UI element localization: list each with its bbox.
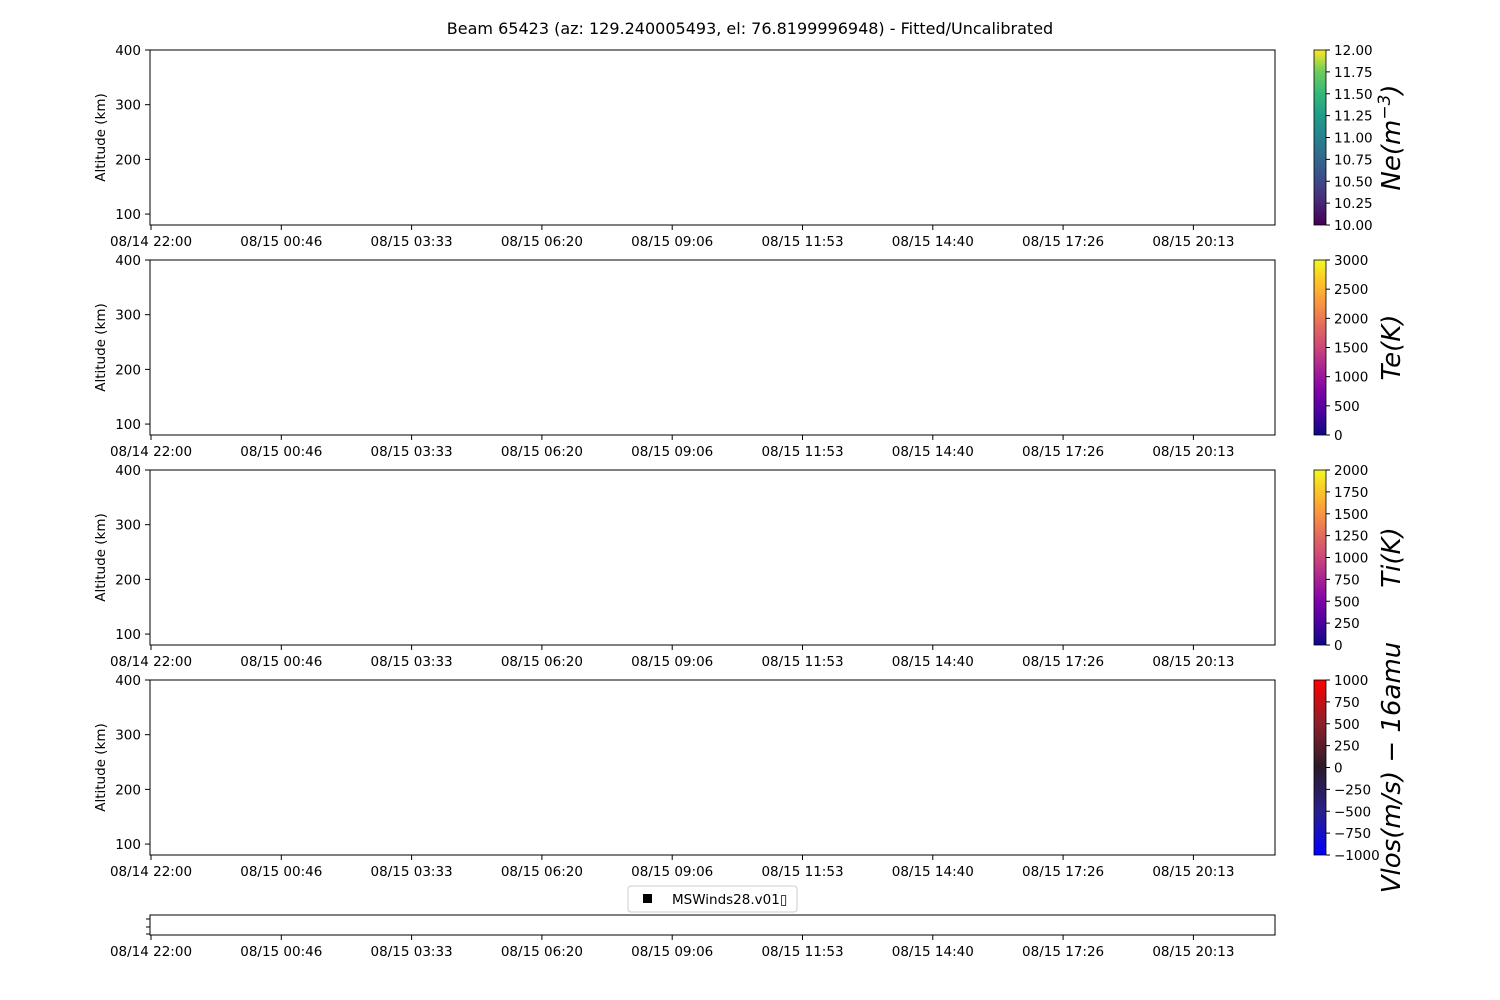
panel-3 — [93, 463, 1407, 670]
colorbar-tick-label: −500 — [1334, 804, 1372, 821]
y-axis-label: Altitude (km) — [93, 303, 109, 392]
colorbar-tick-label: 500 — [1334, 398, 1360, 415]
colorbar — [1314, 260, 1326, 435]
colorbar-tick-label: 250 — [1334, 738, 1360, 755]
panel-xtick-label: 08/15 03:33 — [370, 864, 453, 880]
ytick-label: 200 — [115, 782, 141, 799]
colorbar-tick-label: 0 — [1334, 760, 1343, 777]
colorbar-tick-label: 1750 — [1334, 484, 1369, 501]
ytick-label: 400 — [115, 463, 141, 479]
colorbar-tick-label: 10.75 — [1334, 152, 1373, 169]
panel-2 — [93, 253, 1407, 460]
time-strip-xtick-label: 08/15 17:26 — [1022, 944, 1105, 960]
colorbar — [1314, 470, 1326, 645]
y-axis-label: Altitude (km) — [93, 513, 109, 602]
ytick-label: 200 — [115, 362, 141, 379]
plot-area — [150, 470, 1275, 645]
time-strip-xtick-label: 08/15 20:13 — [1152, 944, 1235, 960]
panel-xtick-label: 08/15 11:53 — [761, 444, 844, 460]
colorbar-tick-label: 750 — [1334, 572, 1360, 589]
panel-xtick-label: 08/15 06:20 — [500, 654, 583, 670]
ytick-label: 300 — [115, 517, 141, 534]
plot-area — [150, 50, 1275, 225]
plot-area — [150, 680, 1275, 855]
ytick-label: 300 — [115, 97, 141, 114]
panel-xtick-label: 08/15 09:06 — [631, 654, 714, 670]
colorbar-tick-label: 2000 — [1334, 311, 1369, 328]
panel-xtick-label: 08/15 14:40 — [891, 234, 974, 250]
colorbar-tick-label: 10.00 — [1334, 218, 1373, 234]
colorbar-tick-label: 500 — [1334, 716, 1360, 733]
ytick-label: 300 — [115, 307, 141, 324]
panel-xtick-label: 08/15 11:53 — [761, 864, 844, 880]
panel-xtick-label: 08/14 22:00 — [109, 864, 193, 880]
colorbar-tick-label: 1000 — [1334, 673, 1369, 689]
panel-xtick-label: 08/15 17:26 — [1022, 654, 1105, 670]
panel-xtick-label: 08/15 06:20 — [500, 234, 583, 250]
time-strip-xtick-label: 08/15 11:53 — [761, 944, 844, 960]
colorbar-tick-label: −750 — [1334, 826, 1372, 843]
panel-xtick-label: 08/15 20:13 — [1152, 864, 1235, 880]
colorbar-tick-label: 1000 — [1334, 369, 1369, 386]
panel-4 — [93, 642, 1407, 894]
colorbar-tick-label: −250 — [1334, 782, 1372, 799]
panel-xtick-label: 08/15 00:46 — [240, 864, 323, 880]
panel-xtick-label: 08/15 00:46 — [240, 444, 323, 460]
panel-xtick-label: 08/15 00:46 — [240, 234, 323, 250]
chart-title: Beam 65423 (az: 129.240005493, el: 76.8199996948) - Fitted/Uncalibrated — [446, 19, 1054, 38]
colorbar-tick-label: 10.25 — [1334, 196, 1373, 213]
panel-xtick-label: 08/15 03:33 — [370, 234, 453, 250]
time-strip-xtick-label: 08/15 14:40 — [891, 944, 974, 960]
panel-xtick-label: 08/15 14:40 — [891, 654, 974, 670]
time-strip-xtick-label: 08/15 03:33 — [370, 944, 453, 960]
colorbar-label: $Ne(m^{-3})$ — [1375, 84, 1407, 191]
colorbar-tick-label: 2000 — [1334, 463, 1369, 479]
ytick-label: 300 — [115, 727, 141, 744]
ytick-label: 100 — [115, 417, 141, 434]
time-strip-xtick-label: 08/15 09:06 — [631, 944, 714, 960]
colorbar-tick-label: 11.25 — [1334, 108, 1373, 125]
panel-xtick-label: 08/14 22:00 — [109, 444, 193, 460]
panel-xtick-label: 08/15 06:20 — [500, 864, 583, 880]
colorbar-tick-label: 750 — [1334, 694, 1360, 711]
ytick-label: 100 — [115, 837, 141, 854]
colorbar-tick-label: 1250 — [1334, 528, 1369, 545]
y-axis-label: Altitude (km) — [93, 93, 109, 182]
panel-xtick-label: 08/15 03:33 — [370, 444, 453, 460]
panel-xtick-label: 08/15 00:46 — [240, 654, 323, 670]
panel-xtick-label: 08/14 22:00 — [109, 654, 193, 670]
colorbar-tick-label: 10.50 — [1334, 174, 1373, 191]
panel-xtick-label: 08/15 11:53 — [761, 234, 844, 250]
colorbar-tick-label: 1000 — [1334, 550, 1369, 567]
panel-xtick-label: 08/15 14:40 — [891, 864, 974, 880]
colorbar-label: Vlos(m/s) − 16amu — [1377, 641, 1407, 894]
panel-xtick-label: 08/15 09:06 — [631, 864, 714, 880]
panel-xtick-label: 08/15 20:13 — [1152, 654, 1235, 670]
panel-xtick-label: 08/15 14:40 — [891, 444, 974, 460]
plot-area — [150, 260, 1275, 435]
colorbar-tick-label: 250 — [1334, 616, 1360, 633]
colorbar — [1314, 680, 1326, 855]
colorbar-label: Ti(K) — [1377, 527, 1407, 588]
ytick-label: 400 — [115, 673, 141, 689]
colorbar-tick-label: 0 — [1334, 428, 1343, 444]
y-axis-label: Altitude (km) — [93, 723, 109, 812]
colorbar-tick-label: 1500 — [1334, 506, 1369, 523]
time-strip-plot-area — [150, 915, 1275, 935]
panel-xtick-label: 08/15 17:26 — [1022, 864, 1105, 880]
colorbar-label: Te(K) — [1377, 314, 1407, 381]
ytick-label: 100 — [115, 207, 141, 224]
ytick-label: 200 — [115, 572, 141, 589]
legend-marker — [643, 894, 652, 903]
panel-xtick-label: 08/15 06:20 — [500, 444, 583, 460]
colorbar-tick-label: 12.00 — [1334, 43, 1373, 59]
colorbar-tick-label: 500 — [1334, 594, 1360, 611]
time-strip-xtick-label: 08/14 22:00 — [109, 944, 193, 960]
ytick-label: 100 — [115, 627, 141, 644]
time-strip-axes — [110, 915, 1275, 960]
panel-xtick-label: 08/15 03:33 — [370, 654, 453, 670]
colorbar-tick-label: 11.00 — [1334, 130, 1373, 147]
colorbar-tick-label: 11.50 — [1334, 86, 1373, 103]
ytick-label: 400 — [115, 253, 141, 269]
colorbar-tick-label: 0 — [1334, 638, 1343, 654]
legend-entry-label: MSWinds28.v01▯ — [672, 892, 788, 908]
ytick-label: 400 — [115, 43, 141, 59]
colorbar-tick-label: 3000 — [1334, 253, 1369, 269]
panel-1 — [93, 43, 1407, 250]
panel-xtick-label: 08/15 09:06 — [631, 234, 714, 250]
colorbar-tick-label: −1000 — [1334, 848, 1380, 864]
panel-xtick-label: 08/15 17:26 — [1022, 234, 1105, 250]
panel-xtick-label: 08/15 11:53 — [761, 654, 844, 670]
panel-xtick-label: 08/15 20:13 — [1152, 234, 1235, 250]
colorbar-tick-label: 2500 — [1334, 282, 1369, 299]
colorbar-tick-label: 11.75 — [1334, 64, 1373, 81]
panel-xtick-label: 08/15 09:06 — [631, 444, 714, 460]
colorbar — [1314, 50, 1326, 225]
legend — [628, 886, 797, 912]
panel-xtick-label: 08/15 17:26 — [1022, 444, 1105, 460]
time-strip-xtick-label: 08/15 06:20 — [500, 944, 583, 960]
panel-xtick-label: 08/15 20:13 — [1152, 444, 1235, 460]
ytick-label: 200 — [115, 152, 141, 169]
panel-xtick-label: 08/14 22:00 — [109, 234, 193, 250]
time-strip-xtick-label: 08/15 00:46 — [240, 944, 323, 960]
colorbar-tick-label: 1500 — [1334, 340, 1369, 357]
